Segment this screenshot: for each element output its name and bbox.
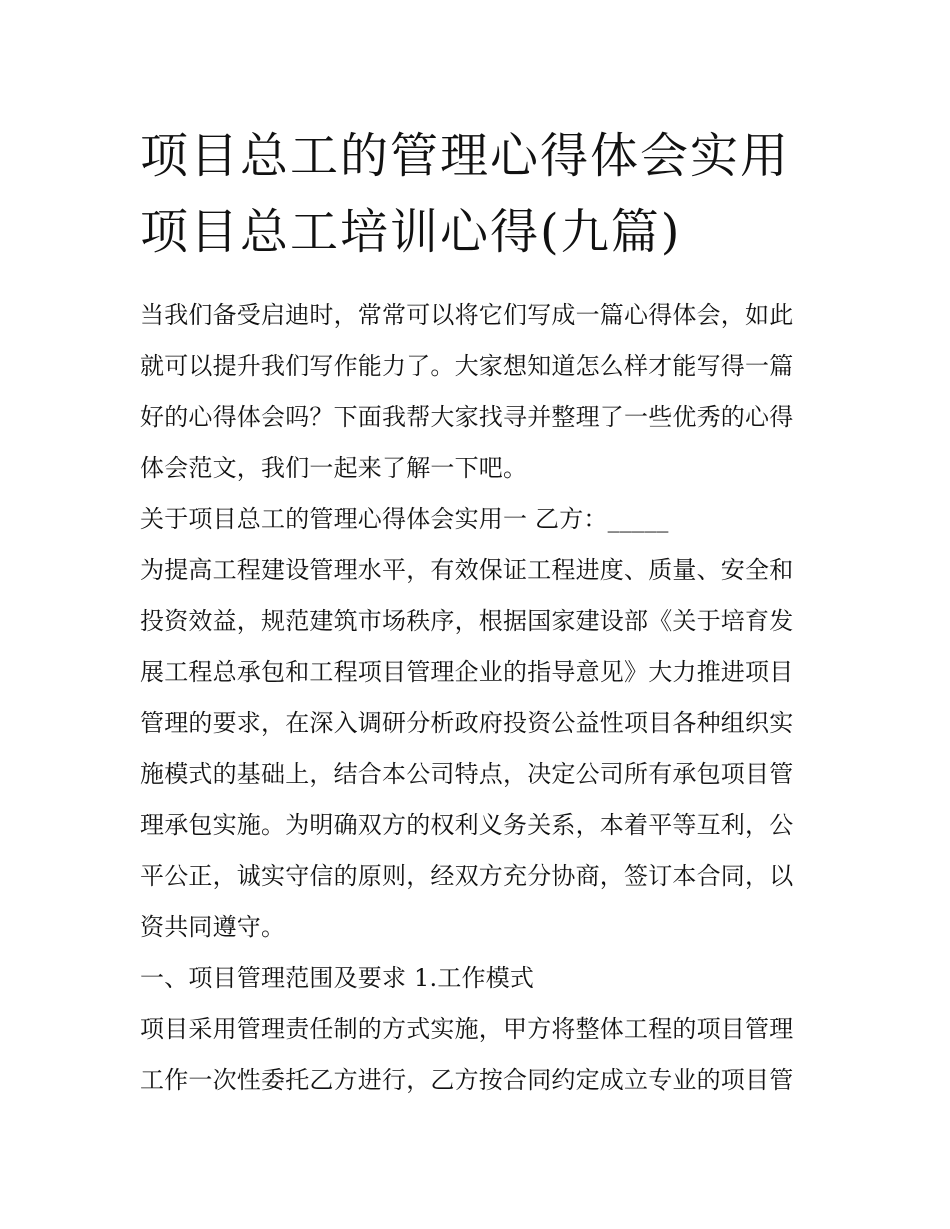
title-line: 项目总工培训心得(九篇) (140, 204, 682, 260)
document-page (140, 118, 812, 1106)
title-line: 项目总工的管理心得体会实用 (140, 128, 791, 184)
text-line: 一、项目管理范围及要求 1.工作模式 (140, 964, 535, 992)
text-line: 关于项目总工的管理心得体会实用一 乙方：_____ (140, 505, 669, 533)
body-paragraph (140, 545, 812, 953)
text-line: 展工程总承包和工程项目管理企业的指导意见》大力推进项目 (140, 658, 794, 686)
text-line: 管理的要求，在深入调研分析政府投资公益性项目各种组织实 (140, 709, 794, 737)
text-line: 当我们备受启迪时，常常可以将它们写成一篇心得体会，如此 (140, 301, 794, 329)
text-line: 就可以提升我们写作能力了。大家想知道怎么样才能写得一篇 (140, 352, 794, 380)
section-heading-1 (140, 494, 812, 545)
document-title (140, 118, 812, 270)
text-line: 平公正，诚实守信的原则，经双方充分协商，签订本合同，以 (140, 862, 794, 890)
text-line: 好的心得体会吗？下面我帮大家找寻并整理了一些优秀的心得 (140, 403, 794, 431)
section-heading-2 (140, 953, 812, 1004)
text-line: 体会范文，我们一起来了解一下吧。 (140, 454, 528, 482)
text-line: 项目采用管理责任制的方式实施，甲方将整体工程的项目管理 (140, 1015, 794, 1043)
text-line: 资共同遵守。 (140, 913, 286, 941)
text-line: 投资效益，规范建筑市场秩序，根据国家建设部《关于培育发 (140, 607, 794, 635)
text-line: 理承包实施。为明确双方的权利义务关系，本着平等互利，公 (140, 811, 794, 839)
text-line: 为提高工程建设管理水平，有效保证工程进度、质量、安全和 (140, 556, 794, 584)
intro-paragraph (140, 290, 812, 494)
text-line: 工作一次性委托乙方进行，乙方按合同约定成立专业的项目管 (140, 1066, 794, 1094)
text-line: 施模式的基础上，结合本公司特点，决定公司所有承包项目管 (140, 760, 794, 788)
body-paragraph (140, 1004, 812, 1106)
